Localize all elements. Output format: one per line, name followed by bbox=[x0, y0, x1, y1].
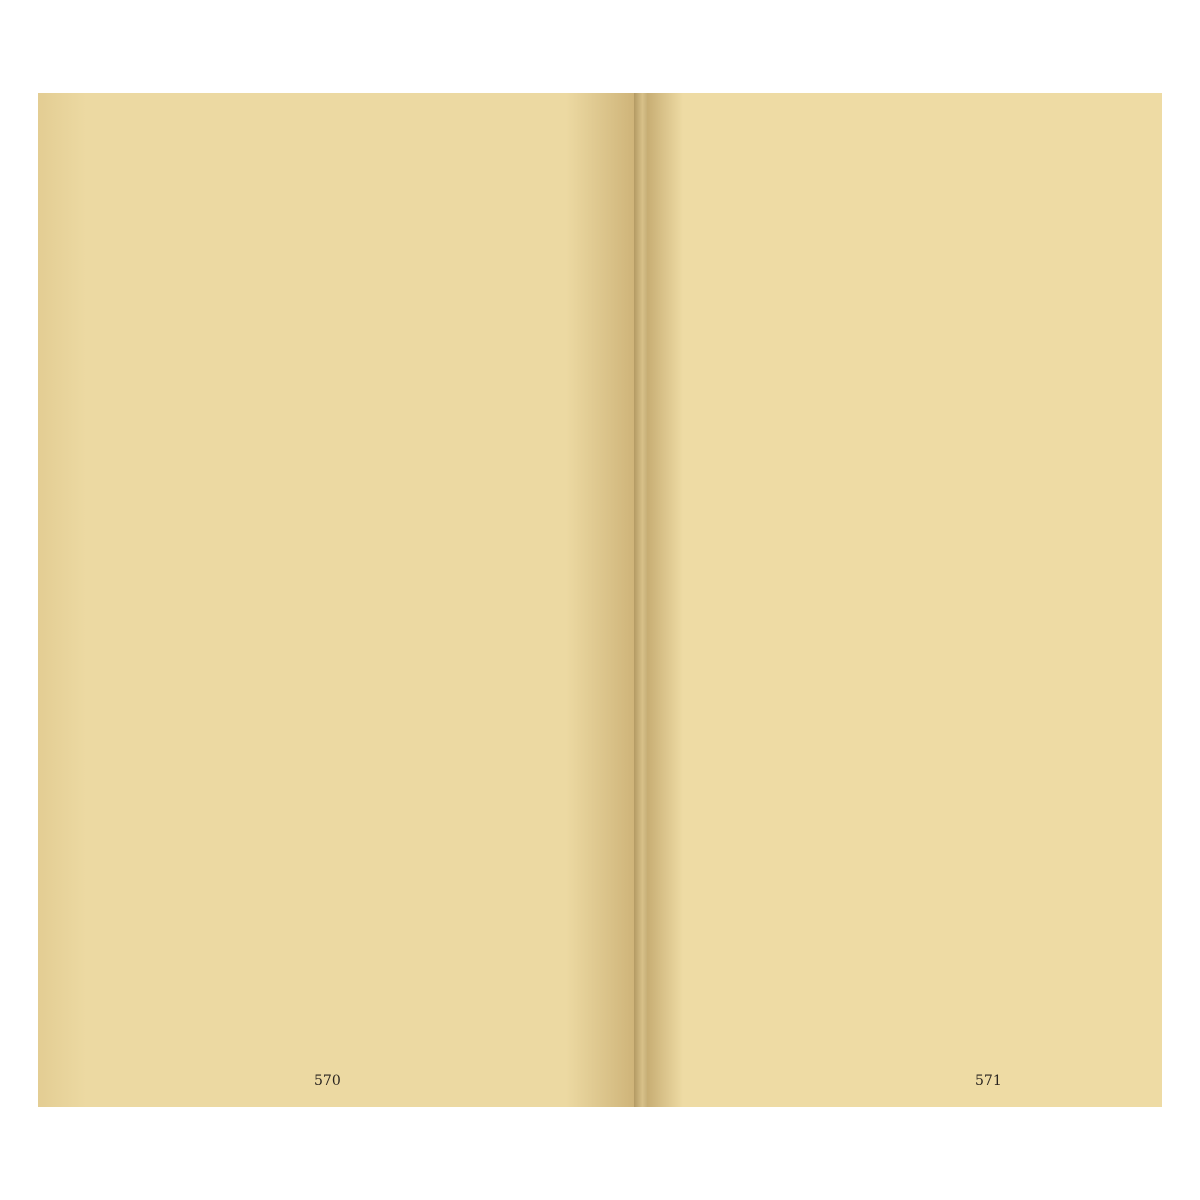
right-page-number: 571 bbox=[975, 1073, 1002, 1089]
left-page bbox=[38, 93, 638, 1107]
right-page bbox=[647, 93, 1162, 1107]
left-page-number: 570 bbox=[314, 1073, 341, 1089]
book-spread bbox=[38, 93, 1162, 1107]
